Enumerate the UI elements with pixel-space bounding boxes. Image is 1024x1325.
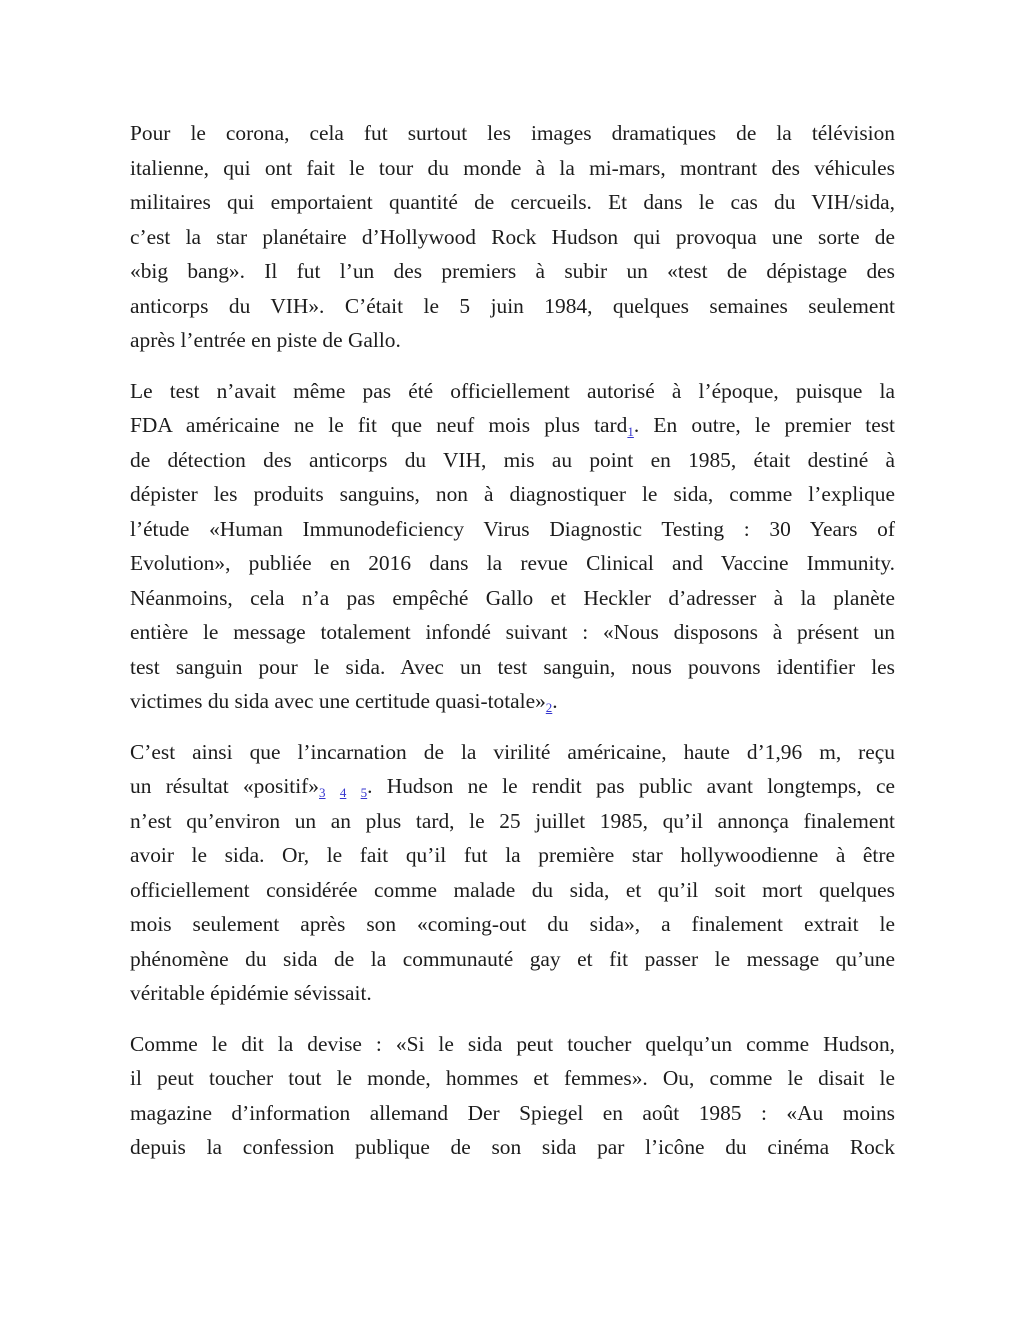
- text-run: Le test n’avait même pas été officiellement autorisé à l’époque, puisque la: [130, 378, 895, 403]
- text-line: [130, 289, 895, 324]
- text-run: Evolution», publiée en 2016 dans la revue Clinical and Vaccine Immunity.: [130, 551, 895, 575]
- text-run: entière le message totalement infondé suivant : «Nous disposons à présent un: [130, 620, 895, 644]
- text-run: victimes du sida avec une certitude quasi-totale»: [130, 689, 546, 713]
- text-run: c’est la star planétaire d’Hollywood Rock Hudson qui provoqua une sorte de: [130, 224, 895, 249]
- text-run: militaires qui emportaient quantité de cercueils. Et dans le cas du VIH/sida,: [130, 190, 895, 214]
- text-line: [130, 769, 895, 804]
- text-line: [130, 477, 895, 512]
- text-content: [130, 116, 895, 1165]
- text-line: [130, 546, 895, 581]
- text-line: [130, 443, 895, 478]
- text-run: [326, 774, 340, 798]
- text-run: .: [552, 689, 558, 713]
- text-run: [346, 774, 360, 798]
- text-run: C’est ainsi que l’incarnation de la virilité américaine, haute d’1,96 m, reçu: [130, 739, 895, 764]
- text-run: phénomène du sida de la communauté gay et fit passer le message qu’une: [130, 946, 895, 971]
- text-run: l’étude «Human Immunodeficiency Virus Diagnostic Testing : 30 Years of: [130, 516, 895, 541]
- text-line: [130, 1061, 895, 1096]
- text-run: depuis la confession publique de son sida par l’icône du cinéma Rock: [130, 1135, 895, 1159]
- text-run: FDA américaine ne le fit que neuf mois plus tard: [130, 413, 628, 437]
- text-run: Néanmoins, cela n’a pas empêché Gallo et Heckler d’adresser à la planète: [130, 585, 895, 610]
- text-run: italienne, qui ont fait le tour du monde à la mi-mars, montrant des véhicules: [130, 155, 895, 180]
- text-run: test sanguin pour le sida. Avec un test sanguin, nous pouvons identifier les: [130, 654, 895, 679]
- text-line: [130, 254, 895, 289]
- text-line: [130, 581, 895, 616]
- text-line: [130, 873, 895, 908]
- text-line: [130, 1130, 895, 1165]
- text-run: . Hudson ne le rendit pas public avant longtemps, ce: [367, 774, 895, 798]
- text-line: [130, 116, 895, 151]
- text-line: [130, 684, 895, 719]
- text-line: [130, 615, 895, 650]
- footnote-link[interactable]: 4: [339, 785, 347, 800]
- footnote-link[interactable]: 2: [545, 700, 553, 715]
- text-run: Pour le corona, cela fut surtout les images dramatiques de la télévision: [130, 121, 895, 145]
- text-run: dépister les produits sanguins, non à diagnostiquer le sida, comme l’explique: [130, 482, 895, 506]
- text-line: [130, 907, 895, 942]
- text-run: Comme le dit la devise : «Si le sida peut toucher quelqu’un comme Hudson,: [130, 1031, 895, 1056]
- footnote-link[interactable]: 3: [319, 785, 326, 800]
- text-run: n’est qu’environ un an plus tard, le 25 juillet 1985, qu’il annonça finalement: [130, 808, 895, 833]
- text-line: [130, 151, 895, 186]
- text-line: [130, 650, 895, 685]
- text-run: «big bang». Il fut l’un des premiers à subir un «test de dépistage des: [130, 259, 895, 283]
- text-run: avoir le sida. Or, le fait qu’il fut la première star hollywoodienne à être: [130, 843, 895, 867]
- paragraph: [130, 735, 895, 1011]
- text-line: [130, 220, 895, 255]
- footnote-link[interactable]: 1: [627, 424, 634, 439]
- text-line: [130, 512, 895, 547]
- text-run: mois seulement après son «coming-out du sida», a finalement extrait le: [130, 912, 895, 936]
- text-line: [130, 1027, 895, 1062]
- text-line: [130, 374, 895, 409]
- text-run: . En outre, le premier test: [633, 413, 895, 437]
- text-run: il peut toucher tout le monde, hommes et femmes». Ou, comme le disait le: [130, 1066, 895, 1090]
- footnote-link[interactable]: 5: [360, 785, 368, 800]
- text-run: véritable épidémie sévissait.: [130, 981, 372, 1005]
- text-line: [130, 735, 895, 770]
- text-line: [130, 408, 895, 443]
- text-run: de détection des anticorps du VIH, mis au point en 1985, était destiné à: [130, 447, 895, 472]
- paragraph: [130, 116, 895, 358]
- text-line: [130, 323, 895, 358]
- text-line: [130, 804, 895, 839]
- text-run: magazine d’information allemand Der Spiegel en août 1985 : «Au moins: [130, 1100, 895, 1125]
- text-line: [130, 1096, 895, 1131]
- text-line: [130, 838, 895, 873]
- paragraph: [130, 1027, 895, 1165]
- text-run: anticorps du VIH». C’était le 5 juin 1984, quelques semaines seulement: [130, 293, 895, 318]
- text-line: [130, 976, 895, 1011]
- text-line: [130, 185, 895, 220]
- text-run: un résultat «positif»: [130, 774, 320, 798]
- text-run: après l’entrée en piste de Gallo.: [130, 328, 401, 352]
- text-run: officiellement considérée comme malade du sida, et qu’il soit mort quelques: [130, 877, 895, 902]
- text-line: [130, 942, 895, 977]
- paragraph: [130, 374, 895, 719]
